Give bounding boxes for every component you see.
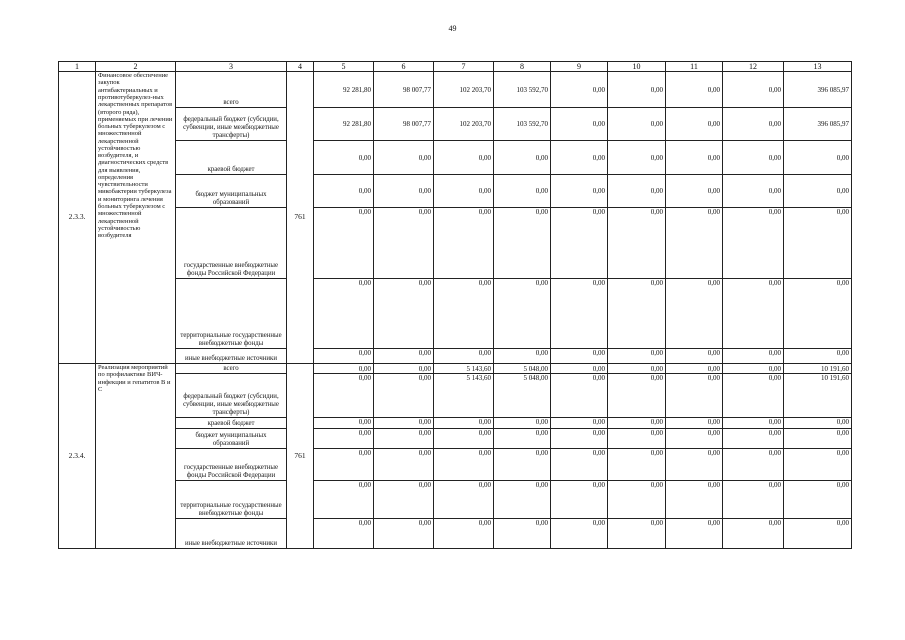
- measure-description: Реализация мероприятий по профилактике ВИЧ-инфекции и гепатитов В и С: [96, 364, 176, 549]
- value-cell: 0,00: [723, 108, 784, 141]
- funding-source: государственные внебюджетные фонды Российской Федерации: [176, 449, 287, 481]
- value-cell: 0,00: [551, 108, 608, 141]
- column-number: 6: [374, 62, 434, 72]
- value-cell: 0,00: [434, 349, 494, 364]
- value-cell: 0,00: [314, 279, 374, 349]
- value-cell: 0,00: [551, 175, 608, 208]
- column-number-row: [59, 62, 852, 72]
- value-cell: 0,00: [723, 72, 784, 108]
- value-cell: 0,00: [551, 141, 608, 175]
- value-cell: 0,00: [608, 449, 666, 481]
- value-cell: 0,00: [608, 108, 666, 141]
- value-cell: 0,00: [314, 364, 374, 374]
- column-number: 4: [287, 62, 314, 72]
- value-cell: 0,00: [666, 108, 723, 141]
- value-cell: 102 203,70: [434, 72, 494, 108]
- value-cell: 0,00: [784, 349, 852, 364]
- value-cell: 92 281,80: [314, 72, 374, 108]
- value-cell: 0,00: [434, 429, 494, 449]
- value-cell: 103 592,70: [494, 72, 551, 108]
- column-number: 12: [723, 62, 784, 72]
- value-cell: 0,00: [551, 429, 608, 449]
- value-cell: 0,00: [723, 279, 784, 349]
- page-number: 49: [448, 24, 457, 33]
- value-cell: 0,00: [784, 279, 852, 349]
- value-cell: 0,00: [723, 364, 784, 374]
- value-cell: 0,00: [608, 519, 666, 549]
- value-cell: 0,00: [666, 208, 723, 279]
- value-cell: 0,00: [666, 429, 723, 449]
- table-row: [59, 374, 852, 418]
- funding-source: федеральный бюджет (субсидии, субвенции, иные межбюджетные трансферты): [176, 374, 287, 418]
- value-cell: 0,00: [314, 175, 374, 208]
- value-cell: 0,00: [784, 449, 852, 481]
- value-cell: 0,00: [608, 349, 666, 364]
- value-cell: 0,00: [608, 364, 666, 374]
- value-cell: 0,00: [666, 418, 723, 429]
- measure-description: Финансовое обеспечение закупок антибактериальных и противотуберкулез-ных лекарственных препаратов (второго ряда), применяемых при лечении больных туберкулезом с множественной лекарственной устойчивостью возбудителя, и диагностических средств для выявления, определения чувствительности микобактерии туберкулеза и мониторинга лечения больных туберкулезом с множественной лекарственной устойчивостью возбудителя: [96, 72, 176, 364]
- value-cell: 98 007,77: [374, 72, 434, 108]
- value-cell: 0,00: [723, 349, 784, 364]
- column-number: 9: [551, 62, 608, 72]
- value-cell: 396 085,97: [784, 108, 852, 141]
- value-cell: 0,00: [784, 208, 852, 279]
- value-cell: 0,00: [784, 519, 852, 549]
- value-cell: 10 191,60: [784, 364, 852, 374]
- value-cell: 396 085,97: [784, 72, 852, 108]
- value-cell: 0,00: [374, 418, 434, 429]
- column-number: 7: [434, 62, 494, 72]
- value-cell: 0,00: [374, 175, 434, 208]
- value-cell: 0,00: [314, 418, 374, 429]
- table-row: [59, 481, 852, 519]
- funding-source: краевой бюджет: [176, 418, 287, 429]
- value-cell: 0,00: [784, 175, 852, 208]
- value-cell: 0,00: [666, 72, 723, 108]
- value-cell: 0,00: [608, 72, 666, 108]
- value-cell: 92 281,80: [314, 108, 374, 141]
- value-cell: 0,00: [551, 481, 608, 519]
- value-cell: 0,00: [434, 141, 494, 175]
- value-cell: 98 007,77: [374, 108, 434, 141]
- value-cell: 0,00: [784, 141, 852, 175]
- value-cell: 5 048,00: [494, 364, 551, 374]
- value-cell: 0,00: [314, 374, 374, 418]
- table-row: [59, 364, 852, 374]
- table-row: [59, 108, 852, 141]
- funding-source: территориальные государственные внебюджетные фонды: [176, 481, 287, 519]
- column-number: 2: [96, 62, 176, 72]
- value-cell: 0,00: [666, 374, 723, 418]
- value-cell: 0,00: [374, 208, 434, 279]
- value-cell: 5 143,60: [434, 374, 494, 418]
- value-cell: 0,00: [723, 374, 784, 418]
- funding-source: территориальные государственные внебюджетные фонды: [176, 279, 287, 349]
- value-cell: 0,00: [666, 175, 723, 208]
- grbs-code: 761: [287, 72, 314, 364]
- value-cell: 0,00: [666, 349, 723, 364]
- value-cell: 0,00: [374, 429, 434, 449]
- table-row: [59, 141, 852, 175]
- section-code: 2.3.4.: [59, 364, 96, 549]
- value-cell: 0,00: [374, 364, 434, 374]
- value-cell: 103 592,70: [494, 108, 551, 141]
- value-cell: 0,00: [314, 429, 374, 449]
- value-cell: 0,00: [551, 349, 608, 364]
- funding-source: всего: [176, 364, 287, 374]
- value-cell: 0,00: [434, 175, 494, 208]
- value-cell: 0,00: [551, 519, 608, 549]
- value-cell: 0,00: [723, 449, 784, 481]
- value-cell: 0,00: [434, 449, 494, 481]
- funding-source: бюджет муниципальных образований: [176, 175, 287, 208]
- value-cell: 0,00: [434, 418, 494, 429]
- value-cell: 0,00: [494, 175, 551, 208]
- value-cell: 0,00: [494, 418, 551, 429]
- value-cell: 0,00: [374, 449, 434, 481]
- value-cell: 0,00: [723, 141, 784, 175]
- table-row: [59, 449, 852, 481]
- table-row: [59, 72, 852, 108]
- funding-source: краевой бюджет: [176, 141, 287, 175]
- value-cell: 0,00: [551, 208, 608, 279]
- value-cell: 0,00: [723, 429, 784, 449]
- value-cell: 0,00: [551, 374, 608, 418]
- column-number: 13: [784, 62, 852, 72]
- value-cell: 0,00: [314, 141, 374, 175]
- table-row: [59, 208, 852, 279]
- value-cell: 0,00: [314, 519, 374, 549]
- funding-source: государственные внебюджетные фонды Российской Федерации: [176, 208, 287, 279]
- funding-source: бюджет муниципальных образований: [176, 429, 287, 449]
- value-cell: 0,00: [784, 418, 852, 429]
- value-cell: 0,00: [314, 349, 374, 364]
- value-cell: 0,00: [494, 279, 551, 349]
- value-cell: 0,00: [434, 481, 494, 519]
- column-number: 11: [666, 62, 723, 72]
- value-cell: 0,00: [551, 449, 608, 481]
- table-row: [59, 429, 852, 449]
- value-cell: 0,00: [374, 481, 434, 519]
- value-cell: 5 048,00: [494, 374, 551, 418]
- value-cell: 0,00: [666, 279, 723, 349]
- value-cell: 0,00: [608, 374, 666, 418]
- column-number: 3: [176, 62, 287, 72]
- grbs-code: 761: [287, 364, 314, 549]
- value-cell: 0,00: [374, 519, 434, 549]
- value-cell: 0,00: [723, 175, 784, 208]
- value-cell: 0,00: [666, 481, 723, 519]
- value-cell: 0,00: [551, 279, 608, 349]
- funding-source: федеральный бюджет (субсидии, субвенции, иные межбюджетные трансферты): [176, 108, 287, 141]
- column-number: 5: [314, 62, 374, 72]
- value-cell: 5 143,60: [434, 364, 494, 374]
- value-cell: 0,00: [494, 141, 551, 175]
- value-cell: 0,00: [314, 208, 374, 279]
- value-cell: 0,00: [608, 418, 666, 429]
- value-cell: 0,00: [314, 481, 374, 519]
- value-cell: 0,00: [666, 364, 723, 374]
- table-row: [59, 175, 852, 208]
- column-number: 10: [608, 62, 666, 72]
- value-cell: 0,00: [494, 519, 551, 549]
- table-row: [59, 349, 852, 364]
- table-row: [59, 279, 852, 349]
- budget-table: [58, 61, 852, 549]
- value-cell: 0,00: [784, 481, 852, 519]
- value-cell: 0,00: [551, 72, 608, 108]
- value-cell: 0,00: [494, 481, 551, 519]
- value-cell: 0,00: [608, 141, 666, 175]
- section-code: 2.3.3.: [59, 72, 96, 364]
- value-cell: 0,00: [723, 519, 784, 549]
- value-cell: 0,00: [374, 279, 434, 349]
- value-cell: 0,00: [608, 279, 666, 349]
- column-number: 1: [59, 62, 96, 72]
- value-cell: 0,00: [551, 364, 608, 374]
- value-cell: 0,00: [608, 481, 666, 519]
- value-cell: 0,00: [784, 429, 852, 449]
- value-cell: 0,00: [374, 374, 434, 418]
- value-cell: 0,00: [434, 208, 494, 279]
- value-cell: 0,00: [608, 208, 666, 279]
- value-cell: 0,00: [723, 418, 784, 429]
- value-cell: 0,00: [608, 429, 666, 449]
- funding-source: всего: [176, 72, 287, 108]
- value-cell: 0,00: [434, 279, 494, 349]
- value-cell: 0,00: [374, 141, 434, 175]
- funding-source: иные внебюджетные источники: [176, 519, 287, 549]
- value-cell: 0,00: [723, 208, 784, 279]
- value-cell: 0,00: [314, 449, 374, 481]
- value-cell: 0,00: [494, 429, 551, 449]
- column-number: 8: [494, 62, 551, 72]
- table-row: [59, 519, 852, 549]
- value-cell: 0,00: [494, 349, 551, 364]
- funding-source: иные внебюджетные источники: [176, 349, 287, 364]
- value-cell: 0,00: [666, 449, 723, 481]
- value-cell: 0,00: [608, 175, 666, 208]
- value-cell: 102 203,70: [434, 108, 494, 141]
- value-cell: 0,00: [494, 208, 551, 279]
- value-cell: 10 191,60: [784, 374, 852, 418]
- value-cell: 0,00: [551, 418, 608, 429]
- value-cell: 0,00: [666, 141, 723, 175]
- value-cell: 0,00: [723, 481, 784, 519]
- value-cell: 0,00: [666, 519, 723, 549]
- value-cell: 0,00: [374, 349, 434, 364]
- value-cell: 0,00: [434, 519, 494, 549]
- table-row: [59, 418, 852, 429]
- value-cell: 0,00: [494, 449, 551, 481]
